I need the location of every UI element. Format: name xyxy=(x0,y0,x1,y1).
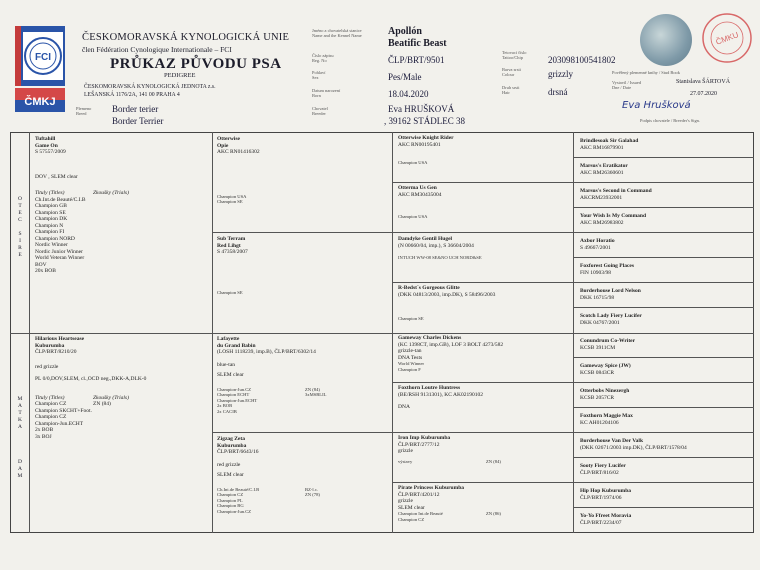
ancestor-title: Champion SE xyxy=(217,199,243,205)
gen4-cell xyxy=(580,188,752,206)
ancestor-trial: ZN (84) xyxy=(305,386,320,392)
gen4-divider xyxy=(573,207,754,208)
born-label-en: Born xyxy=(312,93,321,98)
ancestor-reg: AKCRM23932001 xyxy=(580,194,623,201)
sire-trials-label: Zkoušky (Trials) xyxy=(93,190,129,196)
dam-title: Champion-Jun.ECHT xyxy=(35,420,84,427)
gen3-divider xyxy=(392,382,754,383)
dog-name-2: Beatific Beast xyxy=(388,38,447,49)
sire-title: Champion N xyxy=(35,222,64,229)
hair-label-en: Hair xyxy=(502,90,510,95)
ancestor-title: Ch.Int.de Beauté/C.I.B xyxy=(217,486,260,492)
ancestor-reg: (KC 1398CT, imp.GB), LOF 3 BOLT 4273/582 xyxy=(398,341,504,348)
ancestor-title: World Winner xyxy=(398,361,425,366)
ancestor-reg: AKC RM30435004 xyxy=(398,191,442,198)
side-letter: S xyxy=(18,231,22,237)
ancestor-title: Champion SE xyxy=(217,289,243,295)
ancestor-name: Your Wish Is My Command xyxy=(580,213,647,219)
ancestor-title: Champion BG xyxy=(217,503,244,509)
sire-title: Nordic Winner xyxy=(35,242,68,248)
gen3-cell-3 xyxy=(398,236,570,281)
sire-cell xyxy=(35,136,209,331)
issued-label-cz: Vystavil / Issued xyxy=(612,80,642,85)
ancestor-trial: ZN (84) xyxy=(486,458,501,464)
ancestor-name: Opie xyxy=(217,142,229,149)
gen2-divider xyxy=(212,432,754,433)
dam-title: Champion SKCHT+Foot. xyxy=(35,407,92,414)
dog-name-1: Apollón xyxy=(388,26,422,37)
ancestor-title: Champion USA xyxy=(398,214,428,219)
cmkj-logo-icon xyxy=(15,88,65,112)
ancestor-name: Borderhouse Lord Nelson xyxy=(580,288,641,294)
ancestor-title: Champion Int.de Beauté xyxy=(398,511,443,516)
gen4-cell xyxy=(580,288,752,306)
ancestor-trial: ZN (86) xyxy=(486,511,501,516)
issued-label xyxy=(612,80,641,90)
org-line-1: ČESKOMORAVSKÁ KYNOLOGICKÁ JEDNOTA z.s. xyxy=(84,84,216,90)
sire-title: Champion DK xyxy=(35,216,68,222)
ancestor-name: Otterwise Knight Rider xyxy=(398,135,454,141)
ancestor-reg: ČLP/BRT/816/02 xyxy=(580,469,619,476)
born-label-cz: Datum narození xyxy=(312,88,341,93)
issued-label-en: Dne / Date xyxy=(612,85,632,90)
ancestor-reg: AKC RN01416302 xyxy=(217,149,260,155)
cmkj-logo xyxy=(15,88,65,112)
ancestor-reg: (LOSH 1118239, imp.B), ČLP/BRT/6302/14 xyxy=(217,349,316,355)
signature-label: Podpis chovatele / Breeder's Sign. xyxy=(640,118,700,123)
ancestor-name: Gameway Spice (JW) xyxy=(580,363,631,369)
ancestor-colour: grizzle xyxy=(398,448,413,454)
sire-title: Nordic Junior Winner xyxy=(35,248,83,255)
gen4-cell xyxy=(580,413,752,431)
fci-logo-icon xyxy=(15,26,65,86)
gen2-divider xyxy=(212,232,754,233)
ancestor-name: Scotch Lady Fiery Lucifer xyxy=(580,313,642,319)
side-letter: T xyxy=(18,410,22,416)
sire-title: Champion NORD xyxy=(35,235,75,242)
gen2-cell-2 xyxy=(217,236,389,330)
reg-label-cz: Číslo zápisu xyxy=(312,53,334,58)
sire-reg: S 57557/2009 xyxy=(35,149,66,155)
dam-cell xyxy=(35,336,209,531)
official-stamp xyxy=(700,8,754,68)
sex-label-en: Sex xyxy=(312,75,319,80)
gen3-cell-5 xyxy=(398,335,570,381)
doc-subtitle: PEDIGREE xyxy=(164,72,196,79)
ancestor-title: 2x CACIB xyxy=(217,408,237,414)
cmkj-logo-text: ČMKJ xyxy=(24,96,56,108)
ancestor-name: Marsus's Eratikator xyxy=(580,163,628,169)
dam-health: PL 0/0,DOV,SLEM, cl.,OCD neg.,DKK-A,DLK-0 xyxy=(35,376,147,382)
doc-title: PRŮKAZ PŮVODU PSA xyxy=(110,56,282,72)
fci-logo-text: FCI xyxy=(34,52,52,63)
ancestor-name: Sub Terram xyxy=(217,236,246,242)
gen4-cell xyxy=(580,513,752,531)
ancestor-title: Champion SE xyxy=(398,316,424,321)
ancestor-name: Marsus's Second in Command xyxy=(580,188,652,194)
breeder-signature: Eva Hrušková xyxy=(622,100,691,111)
ancestor-reg: S 49667/2001 xyxy=(580,244,611,251)
ancestor-reg: (BE/RSH 9131301), KC AK02190102 xyxy=(398,391,483,398)
ancestor-name: Otterma Us Gen xyxy=(398,185,437,191)
breed-label xyxy=(76,106,91,116)
ancestor-reg: ČLP/BRT/2777/12 xyxy=(398,441,440,448)
ancestor-reg: DKK 16715/98 xyxy=(580,294,615,301)
dam-trials-label: Zkoušky (Trials) xyxy=(93,394,129,401)
ancestor-title: Champion USA xyxy=(398,160,428,165)
ancestor-name: Axbor Horatio xyxy=(580,238,615,244)
colour-value: grizzly xyxy=(548,69,573,79)
union-title: ČESKOMORAVSKÁ KYNOLOGICKÁ UNIE xyxy=(82,32,290,43)
gen2-cell-3 xyxy=(217,336,389,430)
sire-titles-label: Tituly (Titles) xyxy=(35,190,65,196)
gen3-cell-7 xyxy=(398,435,570,481)
side-letter: M xyxy=(17,396,23,402)
ancestor-reg: AKC RM26360601 xyxy=(580,169,624,176)
ancestor-reg: (DKK 02671/2003 imp.DK), ČLP/BRT/1578/04 xyxy=(580,444,687,451)
ancestor-reg: AKC RM16879901 xyxy=(580,144,624,151)
gen3-cell-6 xyxy=(398,385,570,431)
ancestor-title: Champion-Jun.CZ xyxy=(217,386,252,392)
ancestor-reg: (DKK 04813/2003, imp.DK), S 58496/2003 xyxy=(398,291,496,298)
ancestor-title: Champion-Jun.CZ xyxy=(217,508,252,514)
dam-trials: ZN (84) xyxy=(93,401,111,407)
gen4-divider xyxy=(573,257,754,258)
ancestor-name: Zigzag Zeta xyxy=(217,436,245,442)
ancestor-name: Pirate Princess Kuburumba xyxy=(398,485,464,491)
dam-title: 2x BOB xyxy=(35,427,54,433)
sex-value: Pes/Male xyxy=(388,72,422,82)
hair-label xyxy=(502,85,519,95)
ancestor-trial: ZN (78) xyxy=(305,492,320,498)
ancestor-name: Brindlesoak Sir Galahad xyxy=(580,138,639,144)
sire-side-label xyxy=(11,196,29,259)
studbook-label: Pověřený plemenné knihy / Stud Book xyxy=(612,70,680,75)
name-label xyxy=(312,28,362,38)
colour-label-cz: Barva srsti xyxy=(502,67,521,72)
name-label-en: Name and the Kennel Name xyxy=(312,33,362,38)
dam-reg: ČLP/BRT/8210/20 xyxy=(35,349,77,355)
reg-value: ČLP/BRT/9501 xyxy=(388,55,445,65)
breed-value-2: Border Terrier xyxy=(112,116,164,126)
breed-label-en: Breed xyxy=(76,111,87,116)
ancestor-name: Lafayette xyxy=(217,336,240,342)
side-letter: D xyxy=(18,459,22,465)
ancestor-name: Sooty Fiery Lucifer xyxy=(580,463,626,469)
breeder-label-en: Breeder xyxy=(312,111,326,116)
sire-title: Champion GB xyxy=(35,203,67,209)
tattoo-label-en: Tattoo/Chip xyxy=(502,55,523,60)
ancestor-health: DNA xyxy=(398,404,410,410)
gen3-divider xyxy=(392,282,754,283)
fci-member: člen Fédération Cynologique Internationale – FCI xyxy=(82,45,232,54)
side-letter: A xyxy=(18,424,22,430)
dam-name-2: Kuburumba xyxy=(35,342,65,349)
sire-title: World Veteran Winner xyxy=(35,255,85,261)
ancestor-title: Champion F xyxy=(398,366,421,372)
side-letter: I xyxy=(19,238,21,244)
gen4-divider xyxy=(573,507,754,508)
gen3-divider xyxy=(392,482,754,483)
reg-label xyxy=(312,53,334,63)
dam-title: 3x BOJ xyxy=(35,433,52,440)
gen4-cell xyxy=(580,463,752,481)
colour-label xyxy=(502,67,521,77)
breeder-value-1: Eva HRUŠKOVÁ xyxy=(388,104,455,114)
ancestor-name: Foxthorn Loutre Huntress xyxy=(398,385,461,391)
gen3-cell-1 xyxy=(398,135,570,181)
tattoo-value: 203098100541802 xyxy=(548,55,616,65)
side-letter: A xyxy=(18,403,22,409)
ancestor-title: 2x BOB xyxy=(217,403,233,409)
gen4-cell xyxy=(580,263,752,281)
ancestor-reg: ČLP/BRT/6643/16 xyxy=(217,449,259,455)
ancestor-reg: DKK 04767/2001 xyxy=(580,319,620,326)
ancestor-reg: ČLP/BRT/4201/12 xyxy=(398,491,440,498)
gen4-cell xyxy=(580,488,752,506)
ancestor-reg: S 47358/2007 xyxy=(217,249,248,255)
gen4-divider xyxy=(573,357,754,358)
gen3-cell-2 xyxy=(398,185,570,231)
ancestor-name: Conundrum Co-Writer xyxy=(580,338,636,344)
ancestor-reg: AKC RM26983802 xyxy=(580,219,624,226)
side-letter: M xyxy=(17,473,23,479)
ancestor-colour: grizzle-tan xyxy=(398,348,422,354)
dam-titles-label: Tituly (Titles) xyxy=(35,394,65,401)
dam-title: Champion CZ xyxy=(35,414,67,420)
gen4-cell xyxy=(580,338,752,356)
ancestor-title: výstavy xyxy=(398,458,413,464)
ancestor-name: Hip Hop Kuburumba xyxy=(580,488,632,494)
gen3-cell-4 xyxy=(398,285,570,331)
stamp-icon xyxy=(700,8,754,68)
breeder-label-cz: Chovatel xyxy=(312,106,328,111)
ancestor-reg: KCSB 3911CM xyxy=(580,344,616,351)
gen4-cell xyxy=(580,363,752,381)
ancestor-name: Borderhouse Van Der Valk xyxy=(580,438,644,444)
breed-label-cz: Plemeno xyxy=(76,106,92,111)
dam-colour: red grizzle xyxy=(35,363,59,370)
hologram-seal-icon xyxy=(640,14,692,66)
side-letter: E xyxy=(18,210,22,216)
ancestor-name: Otterbobs Ninezergh xyxy=(580,388,630,394)
issued-value: Stanislava ŠÁRTOVÁ xyxy=(676,79,731,85)
ancestor-reg: KC AH01204106 xyxy=(580,419,619,426)
gen4-divider xyxy=(573,457,754,458)
gen4-cell xyxy=(580,138,752,156)
ancestor-name: Otterwise xyxy=(217,136,240,142)
sire-dam-divider xyxy=(10,333,754,334)
ancestor-reg: FIN 10903/98 xyxy=(580,269,612,276)
born-label xyxy=(312,88,340,98)
ancestor-colour: grizzle xyxy=(398,498,413,504)
dam-side-label xyxy=(11,396,29,480)
gen3-cell-8 xyxy=(398,485,570,531)
ancestor-name: Iron Imp Kuburumba xyxy=(398,435,451,441)
issue-date: 27.07.2020 xyxy=(690,91,717,97)
gen4-divider xyxy=(573,157,754,158)
side-letter: R xyxy=(18,245,22,251)
sire-health: DOV , SLEM clear xyxy=(35,173,78,180)
sire-title: BOV xyxy=(35,261,47,268)
ancestor-name: R-Bedst´s Gorgeous Glitte xyxy=(398,285,460,291)
ancestor-reg: (N 00660/04, imp.), S 36604/2004 xyxy=(398,242,474,249)
ancestor-trial: BZ-l.c. xyxy=(305,486,319,492)
breeder-label xyxy=(312,106,328,116)
ancestor-reg: KCSB 0843CR xyxy=(580,369,615,376)
side-letter: K xyxy=(18,417,22,423)
ancestor-title: Champion-Jun.ECHT xyxy=(217,397,258,403)
sire-title: Champion SE xyxy=(35,209,66,216)
ancestor-title: Champion PL xyxy=(217,497,243,503)
ancestor-health: SLEM clear xyxy=(398,504,425,511)
fci-logo xyxy=(15,26,65,86)
ancestor-title: Champion ECHT xyxy=(217,392,250,398)
gen4-cell xyxy=(580,213,752,231)
hair-value: drsná xyxy=(548,87,568,97)
reg-label-en: Reg. No xyxy=(312,58,327,63)
gen4-cell xyxy=(580,238,752,256)
side-letter: C xyxy=(18,217,22,223)
colour-label-en: Colour xyxy=(502,72,515,77)
ancestor-title: Champion USA xyxy=(217,193,247,199)
ancestor-title: Champion CZ xyxy=(398,516,425,522)
ancestor-name: Red Lihgt xyxy=(217,242,241,249)
side-letter: T xyxy=(18,203,22,209)
gen4-cell xyxy=(580,438,752,456)
gen4-cell xyxy=(580,163,752,181)
hair-label-cz: Druh srsti xyxy=(502,85,520,90)
ancestor-name: du Grand Babin xyxy=(217,342,256,349)
gen4-divider xyxy=(573,407,754,408)
ancestor-name: Yo-Yo Ffreet Moravia xyxy=(580,513,632,519)
sire-title: Champion FI xyxy=(35,229,65,235)
ancestor-name: Foxthorn Maggie Max xyxy=(580,413,633,419)
gen4-divider xyxy=(573,307,754,308)
sire-name-2: Game On xyxy=(35,142,58,149)
dam-title: Champion CZ xyxy=(35,401,67,407)
born-value: 18.04.2020 xyxy=(388,89,429,99)
breed-value-1: Border terier xyxy=(112,104,159,114)
ancestor-reg: ČLP/BRT/2234/07 xyxy=(580,519,622,526)
side-letter: E xyxy=(18,252,22,258)
ancestor-name: Gameway Charles Dickens xyxy=(398,335,462,341)
sire-name-1: Tuftahill xyxy=(35,136,56,142)
dam-name-1: Hilarious Heartsease xyxy=(35,336,85,342)
ancestor-colour: red grizzle xyxy=(217,461,241,468)
tattoo-label xyxy=(502,50,526,60)
sex-label-cz: Pohlaví xyxy=(312,70,326,75)
ancestor-name: Damdyke Gentil Hugel xyxy=(398,236,453,242)
side-letter: A xyxy=(18,466,22,472)
org-line-2: LEŠANSKÁ 1176/2A, 141 00 PRAHA 4 xyxy=(84,92,180,98)
gen3-divider xyxy=(392,182,754,183)
ancestor-name: Kuburumba xyxy=(217,442,247,449)
ancestor-health: DNA Tests xyxy=(398,354,423,361)
gen4-cell xyxy=(580,313,752,331)
sire-title: Ch.Int.de Beauté/C.I.B xyxy=(35,196,86,203)
ancestor-trial: 3xMSBLIL xyxy=(305,392,327,398)
sex-label xyxy=(312,70,325,80)
side-letter: O xyxy=(18,196,22,202)
ancestor-reg: KCSB 2057CR xyxy=(580,394,615,401)
gen2-cell-1 xyxy=(217,136,389,230)
ancestor-colour: blue-tan xyxy=(217,361,236,368)
ancestor-title: Champion CZ xyxy=(217,492,244,498)
sire-title: 20x BOB xyxy=(35,268,56,274)
stamp-text: ČMKU xyxy=(714,30,740,47)
ancestor-health: SLEM clear xyxy=(217,472,244,478)
breeder-value-2: , 39162 STÁDLEC 38 xyxy=(384,116,465,126)
ancestor-reg: ČLP/BRT/1974/06 xyxy=(580,494,622,501)
gen2-cell-4 xyxy=(217,436,389,531)
tattoo-label-cz: Tetovací číslo xyxy=(502,50,527,55)
ancestor-health: SLEM clear xyxy=(217,372,244,378)
gen4-cell xyxy=(580,388,752,406)
ancestor-title: INTUCH WW-08 SE&NO UCH NORD&SE xyxy=(398,255,482,260)
ancestor-reg: AKC RN00195401 xyxy=(398,141,441,148)
name-label-cz: Jméno a chovatelská stanice xyxy=(312,28,362,33)
ancestor-name: Foxforest Going Places xyxy=(580,263,634,269)
